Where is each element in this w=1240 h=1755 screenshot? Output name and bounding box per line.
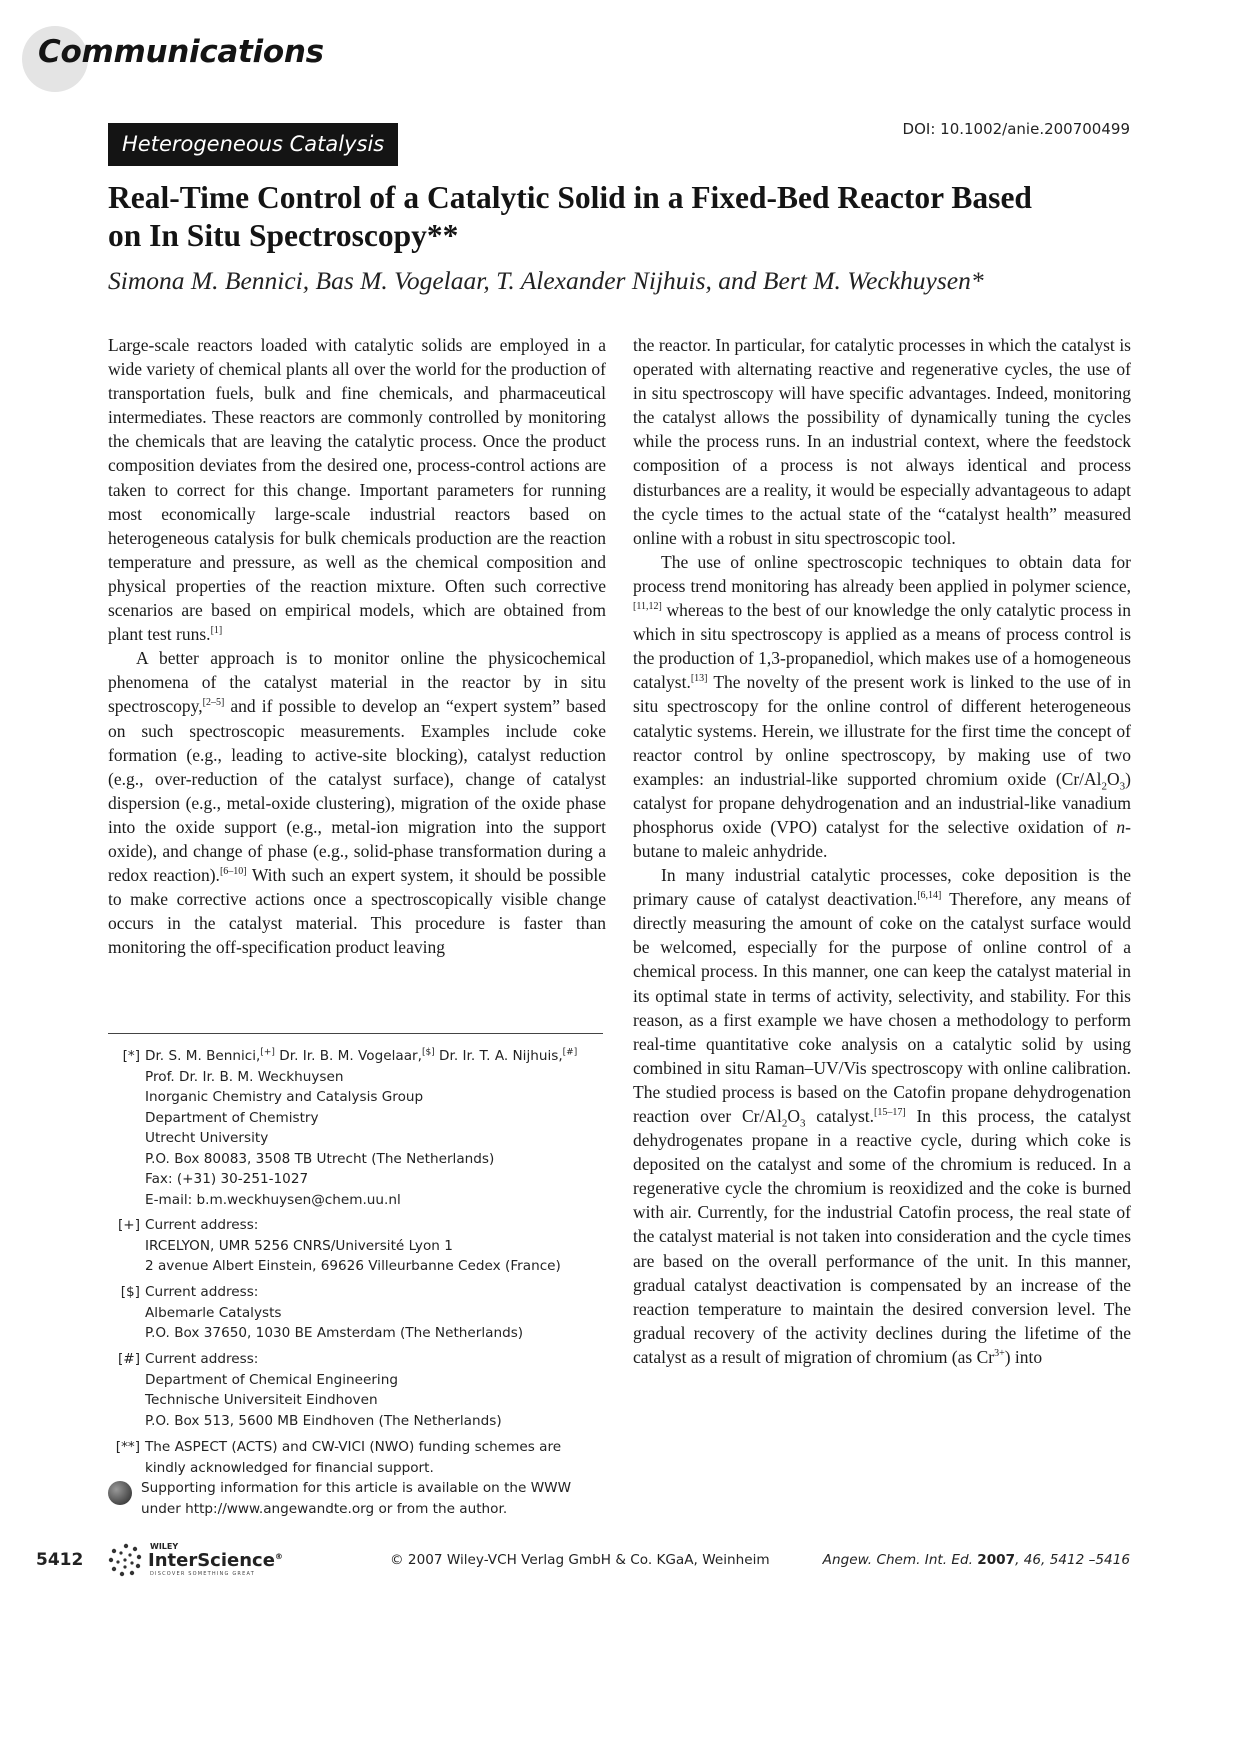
reference-link[interactable]: [2–5]	[202, 697, 225, 709]
interscience-logo-icon	[108, 1542, 144, 1578]
reference-link[interactable]: [13]	[690, 673, 708, 685]
subscript: 3	[1119, 780, 1126, 793]
reference-link[interactable]: [15–17]	[874, 1107, 906, 1119]
title-line-1: Real-Time Control of a Catalytic Solid in a Fixed-Bed Reactor Based	[108, 180, 1032, 215]
funding-acknowledgment	[108, 1437, 618, 1479]
affiliation-line: P.O. Box 80083, 3508 TB Utrecht (The Netherlands)	[145, 1150, 495, 1167]
affiliation-address-plus	[108, 1215, 618, 1277]
affiliation-text	[145, 1215, 615, 1277]
paragraph-text: -butane to maleic anhydride.	[633, 816, 1131, 861]
subscript: 3	[799, 1117, 806, 1130]
paragraph-text: ) catalyst for propane dehydrogenation and an industrial-like vanadium phosphorus oxide (VPO) catalyst for the selective oxidation of	[633, 768, 1131, 837]
citation-journal: Angew. Chem. Int. Ed.	[822, 1552, 978, 1568]
affiliation-line: Prof. Dr. Ir. B. M. Weckhuysen	[145, 1068, 344, 1085]
email-link[interactable]: E-mail: b.m.weckhuysen@chem.uu.nl	[145, 1191, 401, 1208]
affiliation-line: Utrecht University	[145, 1130, 269, 1146]
affiliation-line: kindly acknowledged for financial support.	[145, 1459, 434, 1476]
footnote-marker: [*]	[122, 1048, 140, 1064]
paragraph-text: The use of online spectroscopic techniques to obtain data for process trend monitoring has already been applied in polymer science,	[633, 551, 1131, 596]
affiliation-corresponding	[108, 1046, 618, 1216]
supporting-info-line: Supporting information for this article is available on the WWW	[141, 1480, 572, 1496]
paragraph-text: O	[787, 1106, 800, 1126]
rubric-label: Heterogeneous Catalysis	[108, 123, 398, 166]
footnote-marker: [#]	[118, 1351, 140, 1367]
article-title	[108, 179, 1138, 255]
footnote-marker: [$]	[120, 1284, 140, 1300]
affiliation-text	[145, 1437, 615, 1478]
affiliation-line: IRCELYON, UMR 5256 CNRS/Université Lyon 1	[145, 1237, 453, 1254]
paragraph-text: The novelty of the present work is linked to the use of in situ spectroscopy for the online control of different heterogeneous catalytic systems. Herein, we illustrate for the first time the concept of reactor control by online spectroscopy, by making use of two examples: an industrial-like supported chromium oxide (Cr/Al	[633, 672, 1131, 789]
affiliation-line: P.O. Box 513, 5600 MB Eindhoven (The Netherlands)	[145, 1412, 502, 1429]
italic-text: n	[1116, 816, 1126, 837]
footnote-marker: [+]	[118, 1217, 140, 1233]
reference-link[interactable]: [1]	[210, 625, 223, 637]
section-heading: Communications	[38, 34, 324, 70]
supporting-info-link[interactable]: under http://www.angewandte.org or from the author.	[141, 1500, 508, 1517]
footnote-marker: [#]	[562, 1047, 578, 1058]
doi[interactable]: DOI: 10.1002/anie.200700499	[902, 120, 1130, 138]
affiliation-line: 2 avenue Albert Einstein, 69626 Villeurbanne Cedex (France)	[145, 1258, 561, 1274]
author-list: Simona M. Bennici, Bas M. Vogelaar, T. Alexander Nijhuis, and Bert M. Weckhuysen*	[108, 266, 984, 295]
logo-interscience-text	[148, 1550, 283, 1571]
journal-citation	[823, 1552, 1130, 1568]
paragraph	[108, 333, 606, 646]
affiliation-text	[145, 1046, 615, 1210]
affiliation-line: Department of Chemical Engineering	[145, 1371, 398, 1388]
copyright-notice: © 2007 Wiley-VCH Verlag GmbH & Co. KGaA, Weinheim	[390, 1552, 770, 1568]
paragraph-text: In this process, the catalyst dehydrogenates propane in a reactive cycle, during which coke is deposited on the catalyst and some of the chromium is reduced. In a regenerative cycle the chromium is reoxidized and the coke is burned with air. Currently, for the industrial Catofin process, the real state of the catalyst material is not taken into consideration and the cycle times are based on the overall performance of the unit. In this manner, gradual catalyst deactivation is compensated by an increase of the reaction temperature to maintain the desired conversion level. The gradual recovery of the activity declines during the lifetime of the catalyst as a result of migration of chromium (as Cr	[633, 1106, 1131, 1367]
affiliation-line: Department of Chemistry	[145, 1109, 319, 1126]
footnote-marker: [+]	[260, 1047, 275, 1058]
paragraph-text: Therefore, any means of directly measuring the amount of coke on the catalyst surface would be welcomed, especially for the purpose of online control of a chemical process. In this manner, one can keep the catalyst material in its optimal state in terms of activity, selectivity, and stability. For this reason, as a first example we have chosen a methodology to perform real-time quantitative coke analysis on a catalytic solid by using combined in situ Raman–UV/Vis spectroscopy with online calibration. The studied process is based on the Catofin propane dehydrogenation reaction over Cr/Al	[633, 889, 1131, 1126]
affiliation-line: Current address:	[145, 1351, 259, 1367]
affiliation-text	[145, 1282, 615, 1344]
paragraph-text: O	[1107, 768, 1120, 789]
paragraph-text: ) into	[1004, 1346, 1043, 1367]
citation-year: 2007	[977, 1552, 1016, 1568]
paragraph-text: the reactor. In particular, for catalytic processes in which the catalyst is operated with alternating reactive and regenerative cycles, the use of in situ spectroscopy will have specific advantages. Indeed, monitoring the catalyst allows the possibility of dynamically tuning the cycles while the process runs. In an industrial context, where the feedstock composition of a process is not always identical and process disturbances are a reality, it would be especially advantageous to adapt the cycle times to the actual state of the “catalyst health” measured online with a robust in situ spectroscopic tool.	[633, 335, 1131, 548]
affiliation-line: Inorganic Chemistry and Catalysis Group	[145, 1089, 424, 1105]
reference-link[interactable]: [11,12]	[633, 601, 662, 613]
author-name: Dr. Ir. B. M. Vogelaar,	[274, 1048, 422, 1064]
paragraph-text: In many industrial catalytic processes, coke deposition is the primary cause of catalyst deactivation.	[633, 865, 1131, 910]
reference-link[interactable]: [6–10]	[219, 866, 247, 878]
body-column-left	[108, 333, 606, 993]
supporting-info-note	[141, 1478, 606, 1519]
affiliation-line: Technische Universiteit Eindhoven	[145, 1392, 378, 1408]
paragraph	[633, 863, 1131, 1369]
footnote-divider	[108, 1033, 603, 1034]
affiliation-line: The ASPECT (ACTS) and CW-VICI (NWO) funding schemes are	[145, 1439, 562, 1455]
affiliation-line	[145, 1046, 615, 1067]
affiliation-address-dollar	[108, 1282, 618, 1344]
paragraph	[633, 333, 1131, 550]
affiliation-line: Current address:	[145, 1217, 259, 1233]
paragraph	[108, 646, 606, 959]
subscript: 2	[1101, 780, 1108, 793]
paragraph-text: catalyst.	[805, 1106, 875, 1126]
affiliation-line: P.O. Box 37650, 1030 BE Amsterdam (The Netherlands)	[145, 1325, 524, 1341]
logo-tagline: DISCOVER SOMETHING GREAT	[150, 1571, 255, 1577]
superscript: 3+	[994, 1348, 1005, 1360]
logo-name: InterScience	[148, 1550, 275, 1571]
paragraph	[633, 550, 1131, 863]
paragraph-text: whereas to the best of our knowledge the only catalytic process in which in situ spectroscopy is applied as a means of process control is the production of 1,3-propanediol, which makes use of a homogeneous catalyst.	[633, 600, 1131, 693]
author-name: Dr. Ir. T. A. Nijhuis,	[434, 1048, 563, 1064]
reference-link[interactable]: [6,14]	[917, 890, 942, 902]
affiliation-line: Fax: (+31) 30-251-1027	[145, 1171, 309, 1187]
affiliation-line: Current address:	[145, 1284, 259, 1300]
author-name: Dr. S. M. Bennici,	[145, 1048, 261, 1064]
supporting-info-icon	[108, 1481, 132, 1505]
paragraph-text: With such an expert system, it should be possible to make corrective actions once a spectroscopically visible change occurs in the catalyst material. This procedure is faster than monitoring the off-specification product leaving	[108, 865, 606, 958]
affiliation-address-hash	[108, 1349, 618, 1432]
body-column-right	[633, 333, 1131, 1523]
paragraph-text: A better approach is to monitor online the physicochemical phenomena of the catalyst material in the reactor by in situ spectroscopy,	[108, 648, 606, 717]
logo-wiley-text: WILEY	[150, 1542, 179, 1551]
citation-volume-pages: , 46, 5412 –5416	[1015, 1552, 1130, 1568]
registered-mark: ®	[274, 1552, 283, 1561]
interscience-logo	[108, 1542, 283, 1578]
paragraph-text: and if possible to develop an “expert system” based on such spectroscopic measurements. Examples include coke formation (e.g., leading to active-site blocking), catalyst reduction (e.g., over-reduction of the catalyst surface), change of catalyst dispersion (e.g., metal-oxide clustering), migration of the oxide phase into the oxide support (e.g., metal-ion migration into the support oxide), and change of phase (e.g., solid-phase transformation during a redox reaction).	[108, 696, 606, 886]
footnote-marker: [$]	[421, 1047, 435, 1058]
page-number: 5412	[36, 1550, 84, 1570]
title-line-2: on In Situ Spectroscopy**	[108, 218, 459, 253]
affiliation-line: Albemarle Catalysts	[145, 1304, 282, 1321]
affiliation-text	[145, 1349, 615, 1431]
paragraph-text: Large-scale reactors loaded with catalytic solids are employed in a wide variety of chemical plants all over the world for the production of transportation fuels, bulk and fine chemicals, and pharmaceutical intermediates. These reactors are commonly controlled by monitoring the chemicals that are leaving the catalytic process. Once the product composition deviates from the desired one, process-control actions are taken to correct for this change. Important parameters for running most economically large-scale industrial reactors based on heterogeneous catalysis for bulk chemicals production are the reaction temperature and pressure, as well as the chemical composition and physical properties of the reaction mixture. Often such corrective scenarios are based on empirical models, which are obtained from plant test runs.	[108, 335, 606, 645]
subscript: 2	[781, 1117, 788, 1130]
footnote-marker: [**]	[115, 1439, 140, 1455]
